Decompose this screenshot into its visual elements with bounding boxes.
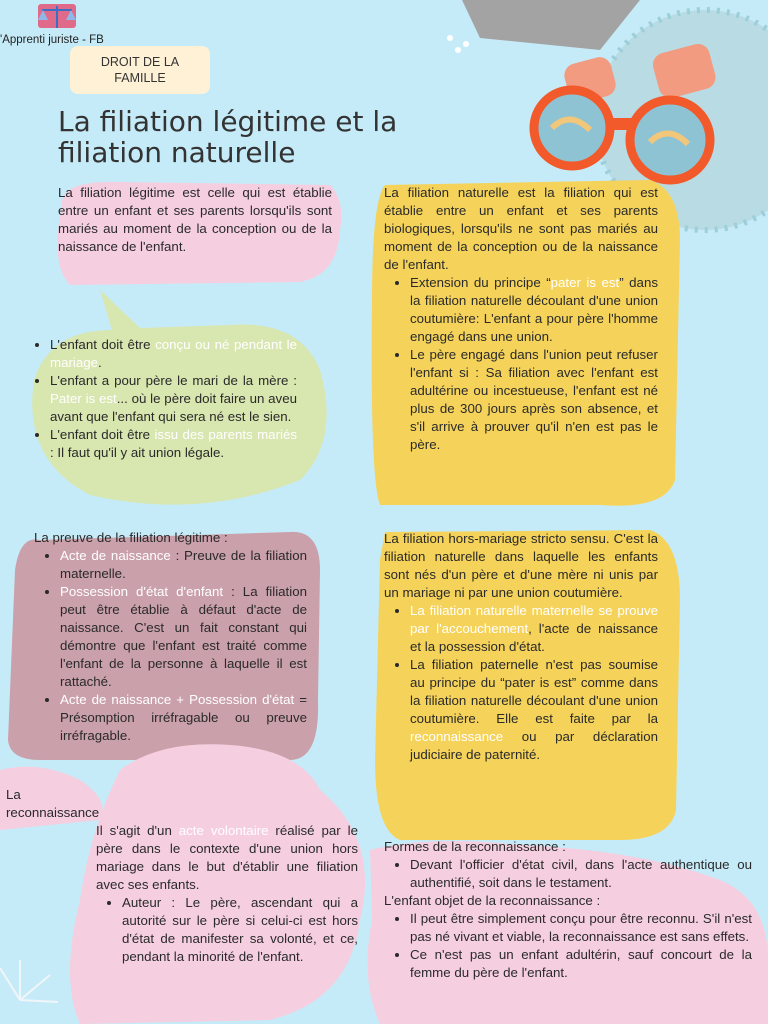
list-item: • Devant l'officier d'état civil, dans l'acte authentique ou authentifié, soit dans le testament.	[410, 856, 752, 892]
gray-paper-shape	[462, 0, 640, 50]
category-tag	[70, 46, 210, 94]
list-item: • L'enfant doit être conçu ou né pendant le mariage.	[50, 336, 297, 372]
list-item: • Il peut être simplement conçu pour être reconnu. S'il n'est pas né vivant et viable, la reconnaissance est sans effets.	[410, 910, 752, 946]
list-item: • L'enfant a pour père le mari de la mère : Pater is est... où le père doit faire un aveu avant que l'enfant qui sera né est le sien.	[50, 372, 297, 426]
list-item: • Auteur : Le père, ascendant qui a autorité sur le père si celui-ci est hors d'état de manifester sa volonté, et ce, pendant la minorité de l'enfant.	[122, 894, 358, 966]
forms-heading: Formes de la reconnaissance :	[384, 839, 566, 854]
legit-conditions	[24, 336, 297, 462]
scales-logo	[38, 4, 76, 28]
list-item: • Acte de naissance : Preuve de la filiation maternelle.	[60, 547, 307, 583]
reconnaissance-label: La reconnaissance	[6, 787, 100, 820]
list-item: • La filiation paternelle n'est pas soumise au principe du “pater is est” comme dans la filiation naturelle découlant d'une union coutumière. Elle est faite par la reconnaissance ou par déclaration judiciaire de paternité.	[410, 656, 658, 764]
page-title: La filiation légitime et la filiation naturelle	[58, 105, 398, 169]
forms-heading-2: L'enfant objet de la reconnaissance :	[384, 893, 601, 908]
natural-filiation: La filiation naturelle est la filiation qui est établie entre un enfant et ses parents biologiques, lorsqu'ils ne sont pas mariés au moment de la conception ou de la naissance de l'enfant. • Extension du principe “pater is est” dans la filiation naturelle découlant d'une union coutumière: L'enfant a pour père l'homme engagé dans une union. • Le père engagé dans l'union peut refuser l'enfant si : Sa filiation avec l'enfant est adultérine ou incestueuse, l'enfant est né plus de 300 jours après son absence, et s'il arrive à prouver qu'il n'en est pas le père.	[384, 184, 658, 454]
proof-heading: La preuve de la filiation légitime :	[34, 530, 228, 545]
list-item: • Possession d'état d'enfant : La filiation peut être établie à défaut d'acte de naissance. C'est un fait constant qui démontre que l'enfant est traité comme l'enfant de la personne à laquelle il est rattaché.	[60, 583, 307, 691]
list-item: • Acte de naissance + Possession d'état = Présomption irréfragable ou preuve irréfragable.	[60, 691, 307, 745]
proof-section	[34, 529, 307, 745]
forms-section	[384, 838, 752, 982]
list-item: • Extension du principe “pater is est” dans la filiation naturelle découlant d'une union coutumière: L'enfant a pour père l'homme engagé dans une union.	[410, 274, 658, 346]
list-item: • Ce n'est pas un enfant adultérin, sauf concourt de la femme du père de l'enfant.	[410, 946, 752, 982]
list-item: • Le père engagé dans l'union peut refuser l'enfant si : Sa filiation avec l'enfant est adultérine ou incestueuse, l'enfant est né plus de 300 jours après son absence, et s'il arrive à prouver qu'il n'en est pas le père.	[410, 346, 658, 454]
category-tag-line2: FAMILLE	[114, 71, 166, 85]
hors-mariage-section: La filiation hors-mariage stricto sensu. C'est la filiation naturelle dans laquelle les enfants sont nés d'un père et d'une mère ni unis par un mariage ni par une union coutumière. • La filiation naturelle maternelle se prouve par l'accouchement, l'acte de naissance et la possession d'état. • La filiation paternelle n'est pas soumise au principe du “pater is est” comme dans la filiation naturelle découlant d'une union coutumière. Elle est faite par la reconnaissance ou par déclaration judiciaire de paternité.	[384, 530, 658, 764]
starburst-shape	[0, 960, 58, 1002]
reconnaissance-body: Il s'agit d'un acte volontaire réalisé par le père dans le contexte d'une union hors mariage dans le but d'établir une filiation avec ses enfants. • Auteur : Le père, ascendant qui a autorité sur le père si celui-ci est hors d'état de manifester sa volonté, et ce, pendant la minorité de l'enfant.	[96, 822, 358, 966]
author-credit: 'Apprenti juriste - FB	[0, 34, 104, 46]
legit-intro: La filiation légitime est celle qui est établie entre un enfant et ses parents lorsqu'ils sont mariés au moment de la conception ou de la naissance de l'enfant.	[58, 185, 332, 254]
category-tag-line1: DROIT DE LA	[100, 55, 180, 69]
list-item: • La filiation naturelle maternelle se prouve par l'accouchement, l'acte de naissance et la possession d'état.	[410, 602, 658, 656]
list-item: • L'enfant doit être issu des parents mariés : Il faut qu'il y ait union légale.	[50, 426, 297, 462]
